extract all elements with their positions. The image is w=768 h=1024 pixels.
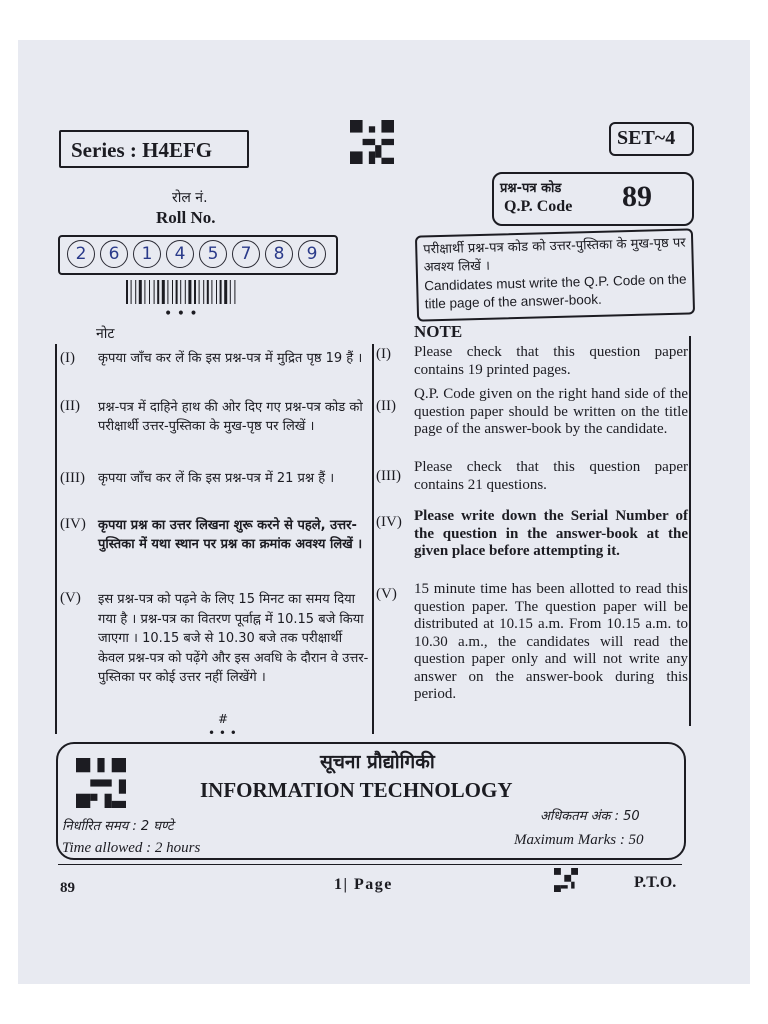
qr-code-icon (350, 120, 394, 164)
roll-digit: 6 (100, 240, 128, 268)
series-label: Series : H4EFG (71, 138, 213, 162)
notes-right-rule (689, 336, 691, 726)
subject-qr-icon (76, 758, 126, 808)
roll-digit: 9 (298, 240, 326, 268)
note-hi-1: कृपया जाँच कर लें कि इस प्रश्न-पत्र में मुद्रित पृष्ठ 19 हैं । (98, 351, 363, 366)
note-num-en-5: (V) (376, 586, 397, 602)
roll-number-box[interactable] (58, 235, 338, 275)
note-num-hi-5: (V) (60, 590, 81, 606)
roll-digit: 5 (199, 240, 227, 268)
subject-box (56, 742, 686, 860)
roll-digit: 7 (232, 240, 260, 268)
notes-left-rule (55, 344, 57, 734)
note-en-2: Q.P. Code given on the right hand side of the question paper should be written on the title page of the answer-book by the candidate. (414, 386, 688, 437)
note-hash: # (218, 712, 229, 726)
qp-code-value: 89 (622, 180, 652, 213)
note-en-3: Please check that this question paper contains 21 questions. (414, 459, 688, 493)
note-hi-5: इस प्रश्न-पत्र को पढ़ने के लिए 15 मिनट का समय दिया गया है । प्रश्न-पत्र का वितरण पूर्वाह्न में 10.15 बजे किया जाएगा । 10.15 बजे से 10.30 बजे तक परीक्षार्थी केवल प्रश्न-पत्र को पढ़ेंगे और इस अवधि के दौरान वे उत्तर-पुस्तिका पर कोई उत्तर नहीं लिखेंगे । (98, 592, 369, 685)
max-marks-en: Maximum Marks : 50 (514, 832, 644, 848)
note-en-1: Please check that this question paper contains 19 printed pages. (414, 344, 688, 378)
subject-title-en: INFORMATION TECHNOLOGY (200, 778, 513, 802)
note-hi-2: प्रश्न-पत्र में दाहिने हाथ की ओर दिए गए प्रश्न-पत्र कोड को परीक्षार्थी उत्तर-पुस्तिका के मुख-पृष्ठ पर लिखें । (98, 400, 363, 434)
instruction-en: Candidates must write the Q.P. Code on the title page of the answer-book. (424, 271, 687, 312)
max-marks-hi: अधिकतम अंक : 50 (540, 809, 640, 824)
roll-label-en: Roll No. (156, 208, 216, 227)
roll-digits (65, 240, 335, 270)
series-box (59, 130, 249, 168)
qp-code-label-en: Q.P. Code (504, 198, 573, 215)
footer-rule (58, 864, 682, 865)
set-box (609, 122, 694, 156)
note-num-hi-2: (II) (60, 398, 80, 414)
roll-digit: 2 (67, 240, 95, 268)
time-allowed-hi: निर्धारित समय : 2 घण्टे (62, 819, 174, 834)
header-dots: • • • (164, 306, 198, 322)
qp-code-box (492, 172, 694, 226)
note-num-hi-3: (III) (60, 470, 85, 486)
roll-digit: 8 (265, 240, 293, 268)
time-allowed-en: Time allowed : 2 hours (62, 840, 201, 856)
note-num-hi-1: (I) (60, 350, 75, 366)
note-num-en-4: (IV) (376, 514, 402, 530)
note-hi-4: कृपया प्रश्न का उत्तर लिखना शुरू करने से पहले, उत्तर-पुस्तिका में यथा स्थान पर प्रश्न का क्रमांक अवश्य लिखें । (98, 518, 363, 552)
note-title-hi: नोट (96, 326, 115, 342)
barcode-icon (126, 280, 258, 304)
set-label: SET~4 (617, 127, 676, 149)
footer-page-number: 1| Page (334, 876, 393, 893)
roll-digit: 1 (133, 240, 161, 268)
roll-label-hi: रोल नं. (172, 190, 208, 206)
note-num-hi-4: (IV) (60, 516, 86, 532)
note-dots: • • • (208, 726, 237, 740)
note-num-en-1: (I) (376, 346, 391, 362)
qp-code-instruction-box (415, 228, 695, 321)
note-en-5: 15 minute time has been allotted to read this question paper. The question paper will be distributed at 10.15 a.m. From 10.15 a.m. to 10.30 a.m., the candidates will read the question paper only and will not write any answer on the answer-book during this period. (414, 581, 688, 702)
note-num-en-3: (III) (376, 468, 401, 484)
note-title-en: NOTE (414, 322, 463, 341)
roll-digit: 4 (166, 240, 194, 268)
notes-middle-rule (372, 344, 374, 734)
note-en-4: Please write down the Serial Number of the question in the answer-book at the given place before attempting it. (414, 508, 688, 559)
exam-paper-page (18, 40, 750, 984)
instruction-hi: परीक्षार्थी प्रश्न-पत्र कोड को उत्तर-पुस्तिका के मुख-पृष्ठ पर अवश्य लिखें । (423, 235, 686, 276)
footer-qr-icon (554, 868, 578, 892)
note-num-en-2: (II) (376, 398, 396, 414)
subject-title-hi: सूचना प्रौद्योगिकी (320, 751, 435, 773)
qp-code-label-hi: प्रश्न-पत्र कोड (500, 181, 562, 196)
note-hi-3: कृपया जाँच कर लें कि इस प्रश्न-पत्र में 21 प्रश्न हैं । (98, 471, 335, 486)
footer-code: 89 (60, 880, 75, 896)
footer-pto: P.T.O. (634, 874, 677, 891)
